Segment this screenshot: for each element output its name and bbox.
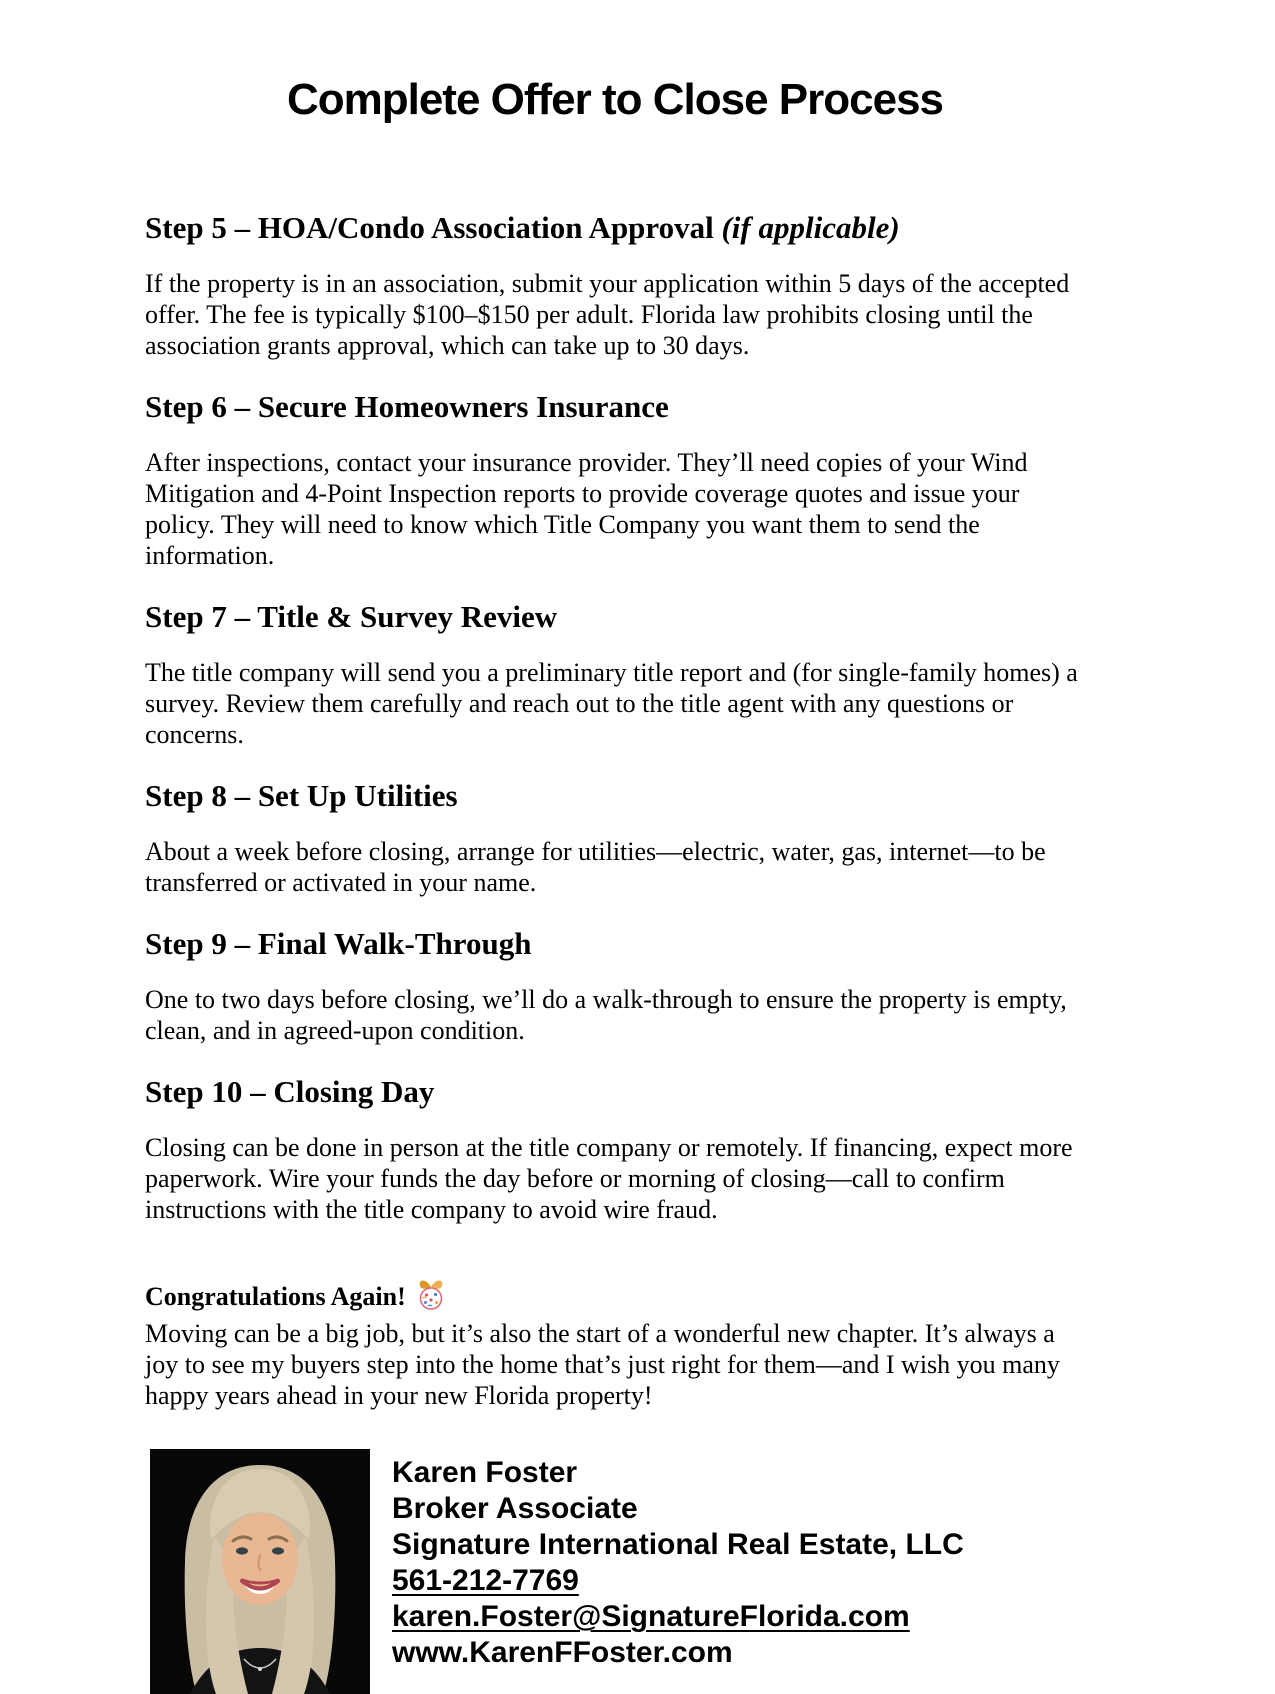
agent-headshot-photo <box>150 1449 370 1694</box>
agent-name: Karen Foster <box>392 1456 578 1489</box>
agent-phone-link[interactable]: 561-212-7769 <box>392 1564 579 1597</box>
step-10-body: Closing can be done in person at the title company or remotely. If financing, expect more paperwork. Wire your funds the day before or morning of closing—call to confirm instructions with the title company to avoid wire fraud. <box>145 1133 1073 1224</box>
congrats-heading-text: Congratulations Again! <box>145 1282 406 1311</box>
signature-block <box>145 1449 1085 1694</box>
step-7-heading: Step 7 – Title & Survey Review <box>145 599 558 634</box>
step-5-heading-text: Step 5 – HOA/Condo Association Approval <box>145 210 722 245</box>
step-9-body: One to two days before closing, we’ll do a walk-through to ensure the property is empty, clean, and in agreed-upon condition. <box>145 985 1067 1045</box>
congrats-heading <box>145 1277 1085 1318</box>
confetti-ball-icon <box>416 1277 446 1318</box>
step-10-heading: Step 10 – Closing Day <box>145 1074 435 1109</box>
step-5-body: If the property is in an association, submit your application within 5 days of the accepted offer. The fee is typically $100–$150 per adult. Florida law prohibits closing until the association grants approval, which can take up to 30 days. <box>145 269 1070 360</box>
step-5-heading-italic: (if applicable) <box>721 210 900 245</box>
agent-website: www.KarenFFoster.com <box>392 1636 733 1669</box>
step-9-heading: Step 9 – Final Walk-Through <box>145 926 532 961</box>
signature-text <box>392 1449 964 1671</box>
congrats-body: Moving can be a big job, but it’s also the start of a wonderful new chapter. It’s always a joy to see my buyers step into the home that’s just right for them—and I wish you many happy years ahead in your new Florida property! <box>145 1319 1060 1410</box>
agent-job-title: Broker Associate <box>392 1492 638 1525</box>
step-6-heading: Step 6 – Secure Homeowners Insurance <box>145 389 669 424</box>
step-5-heading <box>145 210 1085 246</box>
step-6-body: After inspections, contact your insurance provider. They’ll need copies of your Wind Mitigation and 4-Point Inspection reports to provide coverage quotes and issue your policy. They will need to know which Title Company you want them to send the information. <box>145 448 1028 570</box>
page-title: Complete Offer to Close Process <box>286 75 944 124</box>
agent-email-link[interactable]: karen.Foster@SignatureFlorida.com <box>392 1600 910 1633</box>
step-8-heading: Step 8 – Set Up Utilities <box>145 778 458 813</box>
document-content <box>145 0 1085 1694</box>
step-8-body: About a week before closing, arrange for utilities—electric, water, gas, internet—to be transferred or activated in your name. <box>145 837 1046 897</box>
step-7-body: The title company will send you a preliminary title report and (for single-family homes) a survey. Review them carefully and reach out to the title agent with any questions or concerns. <box>145 658 1078 749</box>
agent-company: Signature International Real Estate, LLC <box>392 1528 964 1561</box>
